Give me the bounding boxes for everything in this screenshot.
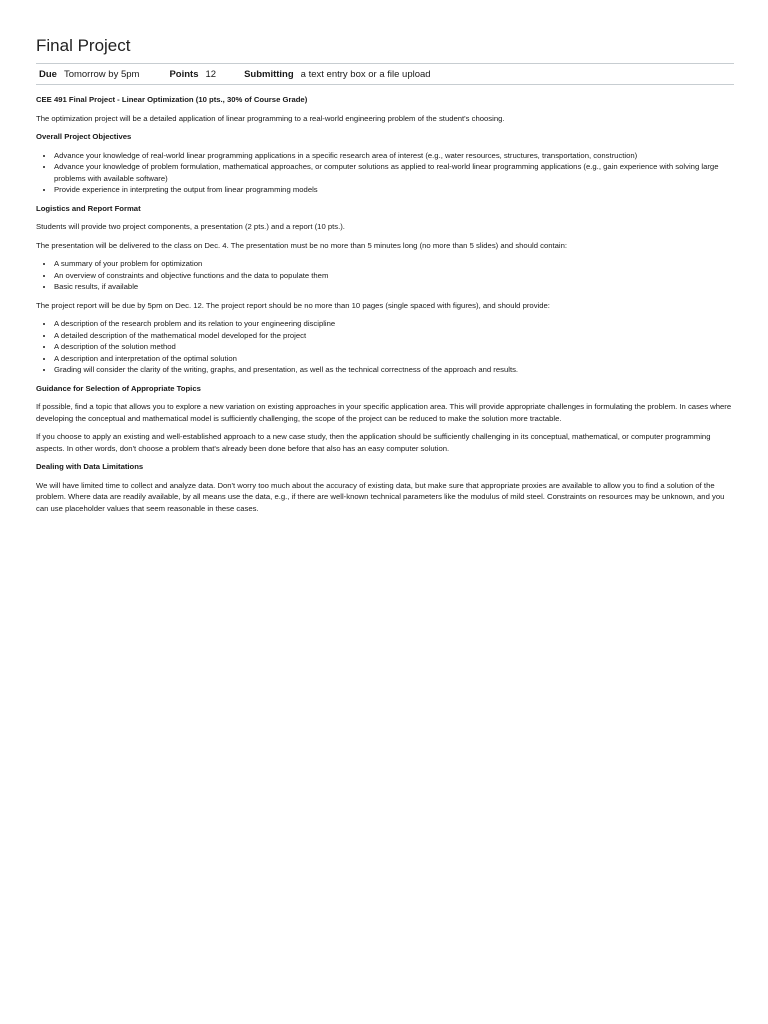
list-item: • Advance your knowledge of problem formulation, mathematical approaches, or computer solutions as applied to real-world linear programming applications (e.g., gain experience with solving large problems with available software) — [54, 161, 734, 184]
guidance-paragraph-2: If you choose to apply an existing and well-established approach to a new case study, then the application should be sufficiently challenging in its conceptual, mathematical, or computer programming aspects. In other words, don't choose a problem that's already been done before that also has an easy computer solution. — [36, 432, 711, 453]
assignment-details-bar — [36, 63, 734, 85]
data-limitations-paragraph: We will have limited time to collect and analyze data. Don't worry too much about the accuracy of existing data, but make sure that appropriate proxies are available to allow you to find a solution of the problem. Where data are readily available, by all means use the data, e.g., if there are well-known technical parameters like the modulus of mild steel. Constraints on resources may be unknown, and you can use placeholder values that seem reasonable in these cases. — [36, 480, 725, 513]
list-item: • A description of the research problem and its relation to your engineering discipline — [54, 318, 734, 330]
due-value: Tomorrow by 5pm — [63, 68, 140, 80]
data-limitations-heading: Dealing with Data Limitations — [36, 462, 144, 471]
report-list — [36, 318, 734, 376]
list-item: • An overview of constraints and objective functions and the data to populate them — [54, 270, 734, 282]
list-item: • A description and interpretation of the optimal solution — [54, 353, 734, 365]
submitting-value: a text entry box or a file upload — [300, 68, 431, 80]
submitting-label: Submitting — [244, 68, 294, 80]
points-value: 12 — [205, 68, 217, 80]
objectives-heading: Overall Project Objectives — [36, 132, 132, 141]
report-paragraph: The project report will be due by 5pm on Dec. 12. The project report should be no more than 10 pages (single spaced with figures), and should provide: — [36, 300, 550, 310]
objectives-list — [36, 150, 734, 196]
assignment-page — [36, 34, 734, 521]
guidance-paragraph-1: If possible, find a topic that allows you to explore a new variation on existing approaches in your specific application area. This will provide appropriate challenges in formulating the problem. In cases where developing the conceptual and mathematical model is sufficiently challenging, the scope of the project can be reduced to make the solution more tractable. — [36, 402, 732, 423]
presentation-paragraph: The presentation will be delivered to the class on Dec. 4. The presentation must be no more than 5 minutes long (no more than 5 slides) and should contain: — [36, 240, 568, 250]
page-title: Final Project — [36, 36, 131, 55]
points-label: Points — [169, 68, 199, 80]
list-item: • Advance your knowledge of real-world linear programming applications in a specific research area of interest (e.g., water resources, structures, transportation, construction) — [54, 150, 734, 162]
assignment-description — [36, 94, 734, 514]
document-heading: CEE 491 Final Project - Linear Optimization (10 pts., 30% of Course Grade) — [36, 95, 308, 104]
list-item: • Basic results, if available — [54, 281, 734, 293]
list-item: • Grading will consider the clarity of the writing, graphs, and presentation, as well as the technical correctness of the approach and results. — [54, 364, 734, 376]
presentation-list — [36, 258, 734, 293]
logistics-heading: Logistics and Report Format — [36, 203, 141, 213]
list-item: • Provide experience in interpreting the output from linear programming models — [54, 184, 734, 196]
list-item: • A detailed description of the mathematical model developed for the project — [54, 330, 734, 342]
guidance-heading: Guidance for Selection of Appropriate Topics — [36, 383, 201, 393]
list-item: • A summary of your problem for optimization — [54, 258, 734, 270]
logistics-paragraph: Students will provide two project components, a presentation (2 pts.) and a report (10 pts.). — [36, 222, 345, 231]
intro-paragraph: The optimization project will be a detailed application of linear programming to a real-world engineering problem of the student's choosing. — [36, 113, 505, 123]
due-label: Due — [39, 68, 57, 80]
list-item: • A description of the solution method — [54, 341, 734, 353]
